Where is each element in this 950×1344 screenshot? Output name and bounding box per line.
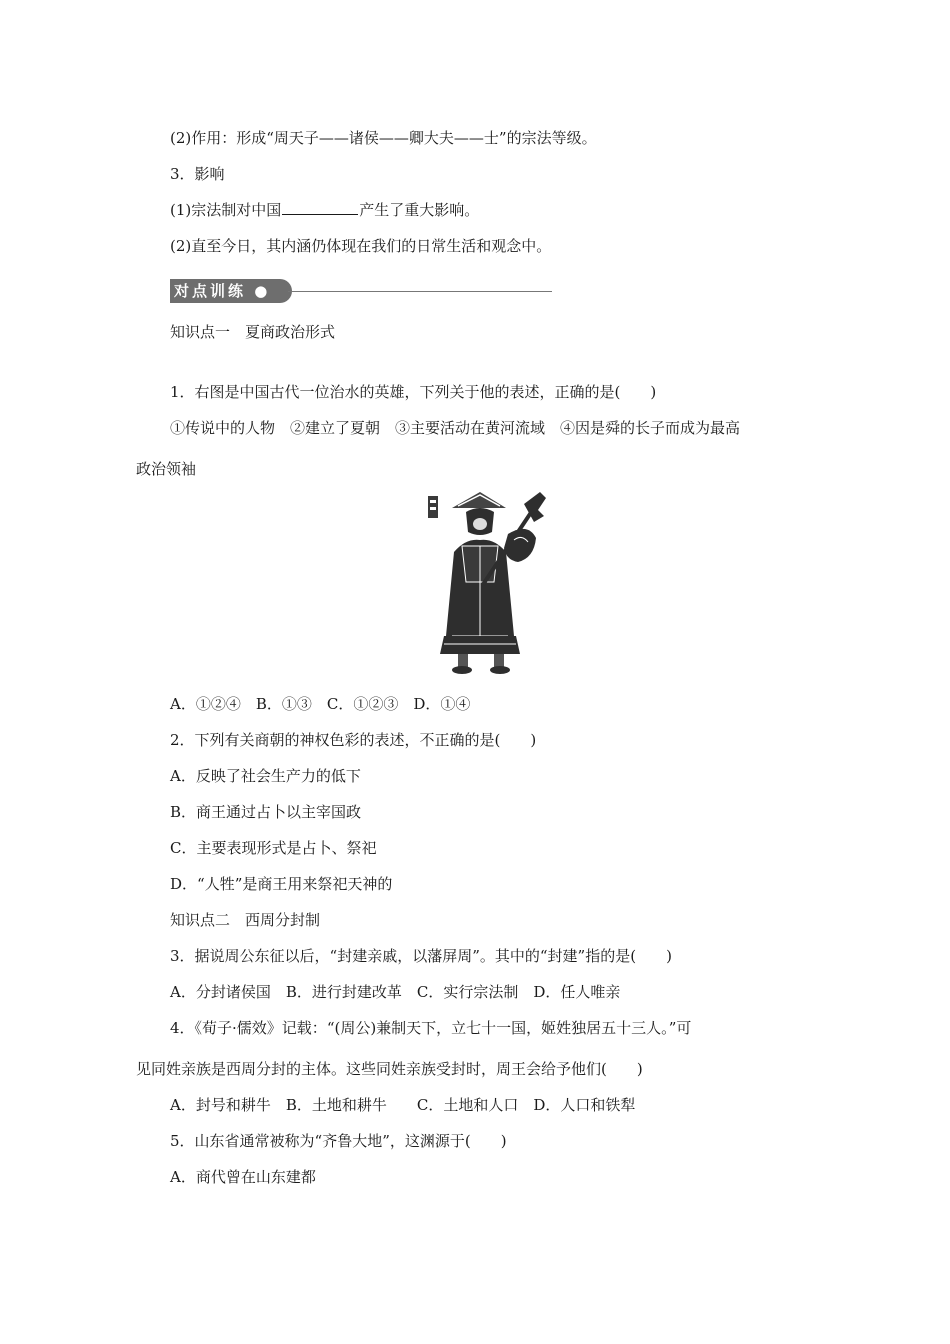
q5-option-a: A．商代曾在山东建都 (170, 1168, 316, 1186)
q1-answer-choices: A．①②④ B．①③ C．①②③ D．①④ (170, 695, 471, 713)
section-divider (288, 291, 552, 292)
section-tag (170, 279, 292, 303)
q4-stem-line-2: 见同姓亲族是西周分封的主体。这些同姓亲族受封时，周王会给予他们( ) (136, 1060, 643, 1078)
q2-option-c: C．主要表现形式是占卜、祭祀 (170, 839, 377, 857)
q4-answer-choices: A．封号和耕牛 B．土地和耕牛 C．土地和人口 D．人口和铁犁 (170, 1096, 636, 1114)
knowledge-point-1: 知识点一 夏商政治形式 (170, 323, 336, 341)
bullet-icon: ● (254, 282, 271, 300)
q2-option-a: A．反映了社会生产力的低下 (170, 767, 361, 785)
q2-stem: 2．下列有关商朝的神权色彩的表述，不正确的是( ) (170, 731, 537, 749)
text-line-influence-1 (170, 200, 479, 220)
text-fragment: (1)宗法制对中国 (170, 201, 282, 219)
yu-the-great-figure-illustration (422, 486, 557, 678)
section-label: 对点训练 (174, 282, 247, 300)
knowledge-point-2: 知识点二 西周分封制 (170, 911, 321, 929)
q1-options-line-2: 政治领袖 (136, 460, 197, 478)
text-line-heading-influence: 3．影响 (170, 165, 225, 183)
fill-in-blank[interactable] (282, 200, 358, 215)
q3-answer-choices: A．分封诸侯国 B．进行封建改革 C．实行宗法制 D．任人唯亲 (170, 983, 621, 1001)
section-header (170, 279, 552, 303)
q1-options-line-1: ①传说中的人物 ②建立了夏朝 ③主要活动在黄河流域 ④因是舜的长子而成为最高 (170, 419, 741, 437)
text-line-function: (2)作用：形成“周天子——诸侯——卿大夫——士”的宗法等级。 (170, 129, 597, 147)
q1-stem: 1．右图是中国古代一位治水的英雄，下列关于他的表述，正确的是( ) (170, 383, 657, 401)
text-line-influence-2: (2)直至今日，其内涵仍体现在我们的日常生活和观念中。 (170, 237, 552, 255)
q5-stem: 5．山东省通常被称为“齐鲁大地”，这渊源于( ) (170, 1132, 507, 1150)
text-fragment: 产生了重大影响。 (359, 201, 480, 219)
q2-option-b: B．商王通过占卜以主宰国政 (170, 803, 362, 821)
q4-stem-line-1: 4．《荀子·儒效》记载：“(周公)兼制天下，立七十一国，姬姓独居五十三人。”可 (170, 1019, 692, 1037)
q3-stem: 3．据说周公东征以后，“封建亲戚，以藩屏周”。其中的“封建”指的是( ) (170, 947, 672, 965)
q2-option-d: D．“人牲”是商王用来祭祀天神的 (170, 875, 393, 893)
